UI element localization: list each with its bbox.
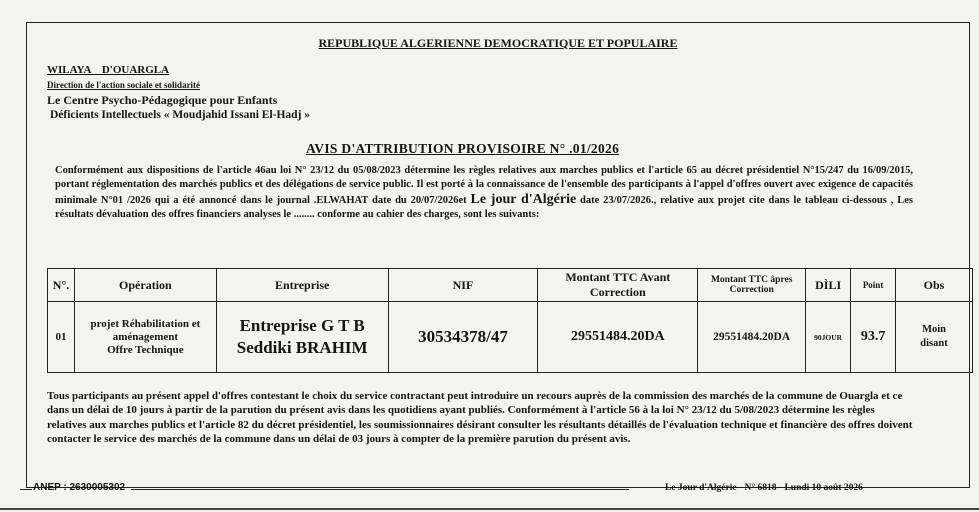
- entreprise-line-1: Entreprise G T B: [239, 316, 365, 335]
- cell-montant-apres: 29551484.20DA: [698, 302, 806, 373]
- deficients-label: Déficients Intellectuels « Moudjahid Issani El-Hadj »: [50, 109, 311, 121]
- header-montant-avant: Montant TTC Avant Correction: [538, 269, 698, 302]
- cell-obs: [896, 302, 973, 373]
- header-montant-apres: Montant TTC âpres Correction: [698, 269, 806, 302]
- publication-info: Le Jour d'Algérie - N° 6818 - Lundi 10 août 2026: [665, 483, 863, 493]
- cell-montant-avant: 29551484.20DA: [538, 302, 698, 373]
- cell-point: 93.7: [851, 302, 896, 373]
- republic-heading: REPUBLIQUE ALGERIENNE DEMOCRATIQUE ET POPULAIRE: [318, 36, 678, 50]
- bottom-rule: [0, 508, 979, 510]
- cell-dli: 90JOUR: [806, 302, 851, 373]
- obs-line-1: Moin: [922, 324, 946, 335]
- cell-num: 01: [48, 302, 75, 373]
- header-nif: NIF: [388, 269, 538, 302]
- cell-operation: [74, 302, 216, 373]
- cell-nif: 30534378/47: [388, 302, 538, 373]
- recourse-paragraph: Tous participants au présent appel d'offres contestant le choix du service contractant peut introduire un recours auprès de la commission des marchés de la commune de Ouargla et ce dans un délai de 10 jours à partir de la parution du présent avis dans les quotidiens ayant publiés. Conformément à l'article 56 à la loi N° 23/12 du 5/08/2023 détermine les règles relatives aux marches publics et l'article 82 du décret présidentiel, les soumissionnaires désirant consulter les résultants détaillés de l'évaluation technique et financière des offres doivent contacter le service des marchés de la commune dans un délai de 03 jours à compter de la première parution du présent avis.: [47, 390, 913, 446]
- avis-title: AVIS D'ATTRIBUTION PROVISOIRE N° .01/2026: [306, 141, 620, 156]
- centre-label: Le Centre Psycho-Pédagogique pour Enfants: [47, 93, 278, 107]
- table-header-row: [48, 269, 973, 302]
- anep-number: ANEP : 2630005302: [33, 482, 126, 493]
- intro-text-2: date 23/07/2026., relative aux projet cite dans le tableau ci-dessous , Les résultats dévaluation des offres financiers analyses le ........ conforme au cahier des charges, sont les suivants:: [55, 194, 914, 220]
- header-operation: Opération: [74, 269, 216, 302]
- operation-line-3: Offre Technique: [107, 343, 184, 356]
- direction-label: Direction de l'action sociale et solidarité: [47, 80, 201, 90]
- cell-entreprise: [216, 302, 388, 373]
- anep-rule-left: [20, 489, 32, 490]
- header-entreprise: Entreprise: [216, 269, 388, 302]
- obs-line-2: disant: [920, 338, 948, 349]
- intro-paragraph: [55, 164, 913, 222]
- header-obs: Obs: [896, 269, 973, 302]
- anep-rule-right: [131, 489, 629, 490]
- entreprise-line-2: Seddiki BRAHIM: [236, 338, 368, 357]
- operation-line-1: projet Réhabilitation et: [90, 317, 201, 330]
- intro-newspaper: Le jour d'Algérie: [470, 191, 577, 207]
- table-row: [48, 302, 973, 373]
- header-num: N°.: [48, 269, 75, 302]
- intro-text-1: Conformément aux dispositions de l'article 46au loi N° 23/12 du 05/08/2023 détermine les règles relatives aux marches publics et l'article 65 au décret présidentiel N°15/247 du 16/09/2015, portant réglementation des marchés publics et des délégations de service public. Il est porté à la connaissance de l'ensemble des participants à l'appel d'offres ouvert avec exigence de capacités minimale N°01 /2026 qui a été annoncé dans le journal .ELWAHAT date du 20/07/2026et: [55, 165, 913, 206]
- operation-line-2: aménagement: [112, 330, 179, 343]
- header-dli: DÌLI: [806, 269, 851, 302]
- wilaya-label: WILAYA D'OUARGLA: [47, 64, 170, 76]
- header-point: Point: [851, 269, 896, 302]
- results-table: [47, 268, 973, 373]
